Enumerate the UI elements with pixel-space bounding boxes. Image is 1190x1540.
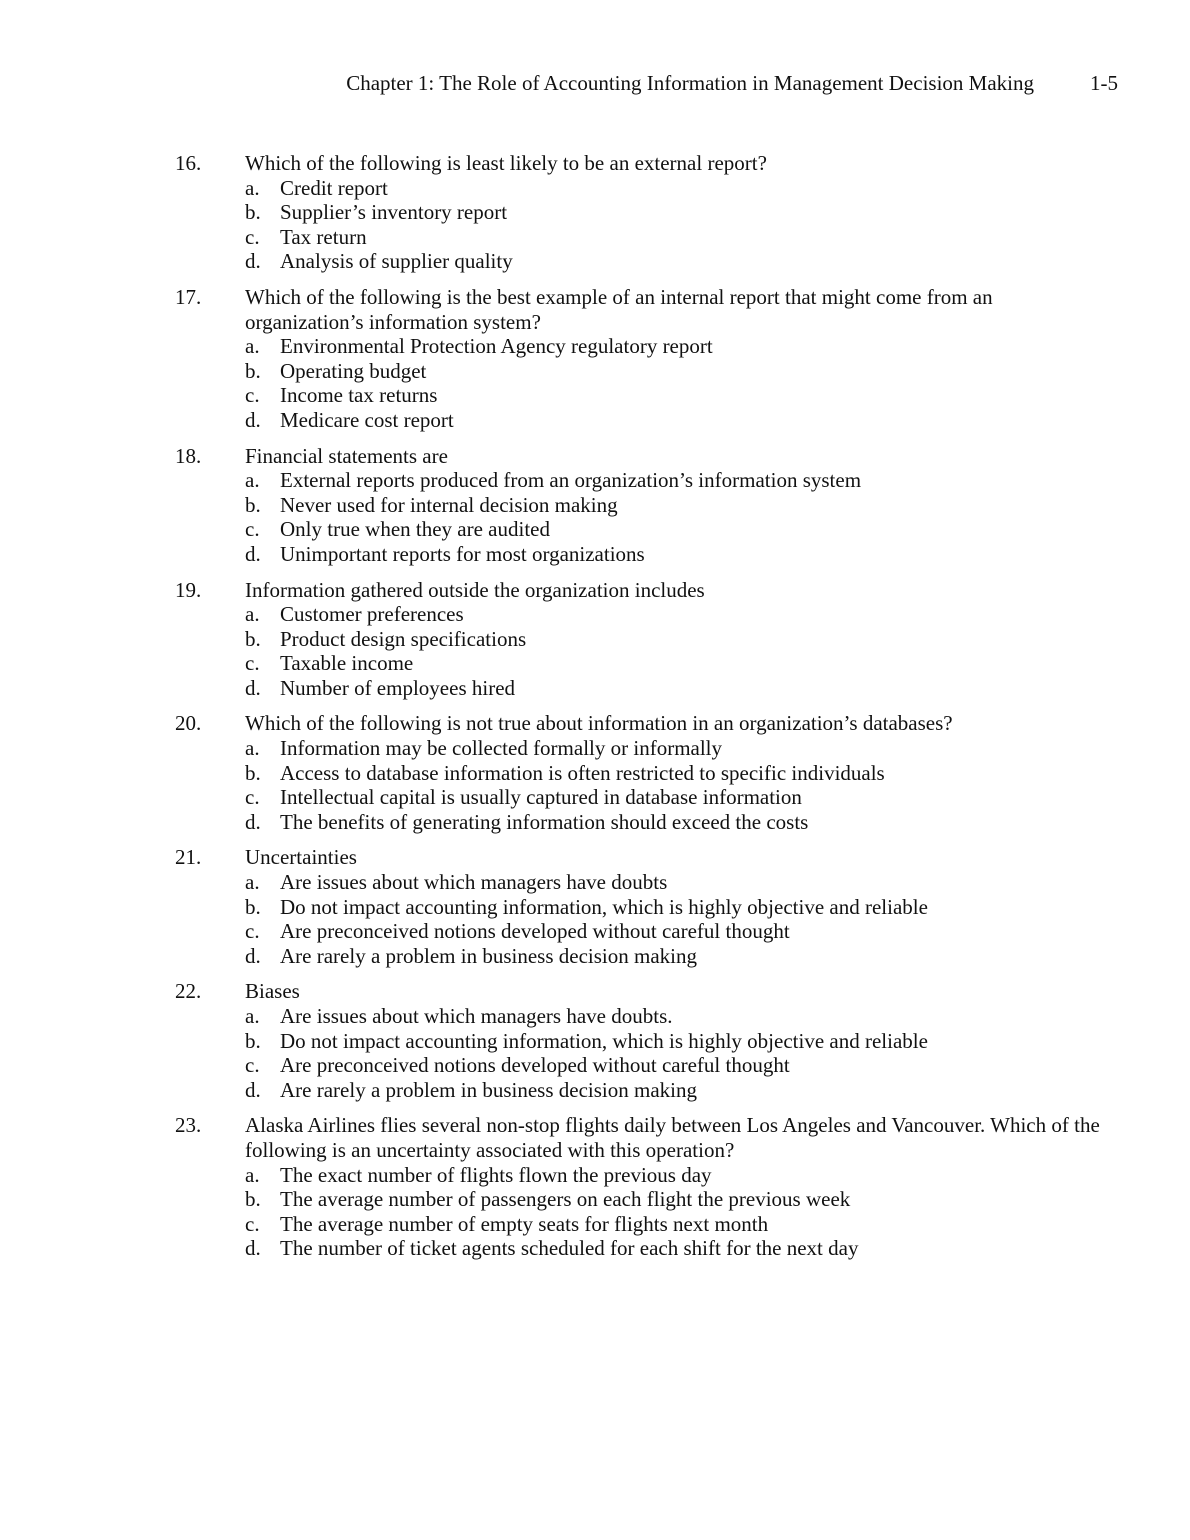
choice-letter: c. [245,517,260,542]
question-19 [0,578,1190,701]
choice-text: The number of ticket agents scheduled for each shift for the next day [280,1236,859,1261]
answer-choices [0,1163,1190,1261]
question-20 [0,711,1190,834]
choice-letter: a. [245,870,260,895]
answer-choice [0,1187,1190,1212]
answer-choice [0,1053,1190,1078]
choice-text: Do not impact accounting information, which is highly objective and reliable [280,894,928,919]
answer-choice [0,383,1190,408]
choice-text: Environmental Protection Agency regulatory report [280,334,713,359]
choice-text: Number of employees hired [280,675,516,700]
choice-letter: d. [245,675,261,700]
question-number: 23. [175,1113,202,1138]
choice-text: Are issues about which managers have doubts [280,870,668,895]
choice-letter: b. [245,760,261,785]
answer-choice [0,919,1190,944]
answer-choice [0,225,1190,250]
answer-choice [0,517,1190,542]
answer-choice [0,1004,1190,1029]
answer-choice [0,176,1190,201]
choice-letter: d. [245,407,261,432]
choice-text: Tax return [280,224,367,249]
question-17 [0,285,1190,433]
choice-letter: c. [245,224,260,249]
choice-letter: d. [245,541,261,566]
choice-letter: b. [245,894,261,919]
question-21 [0,845,1190,968]
answer-choice [0,944,1190,969]
question-22 [0,979,1190,1102]
answer-choice [0,1212,1190,1237]
answer-choice [0,785,1190,810]
question-number: 19. [175,577,202,602]
choice-text: Intellectual capital is usually captured in database information [280,785,802,810]
answer-choice [0,249,1190,274]
choice-text: Operating budget [280,358,427,383]
answer-choices [0,870,1190,968]
choice-letter: c. [245,919,260,944]
question-23 [0,1113,1190,1261]
answer-choice [0,895,1190,920]
question-number: 22. [175,979,202,1004]
question-text: Uncertainties [245,845,357,870]
choice-letter: c. [245,383,260,408]
choice-text: Taxable income [280,651,414,676]
choice-letter: a. [245,1004,260,1028]
answer-choice [0,408,1190,433]
choice-text: Credit report [280,175,388,200]
answer-choices [0,176,1190,274]
choice-letter: d. [245,943,261,968]
choice-letter: b. [245,200,261,225]
question-number: 17. [175,284,202,309]
choice-text: Supplier’s inventory report [280,200,508,225]
choice-letter: b. [245,358,261,383]
question-number: 21. [175,845,202,870]
answer-choice [0,761,1190,786]
choice-letter: a. [245,602,260,627]
answer-choice [0,493,1190,518]
answer-choices [0,1004,1190,1102]
question-text: Financial statements are [245,443,448,468]
answer-choice [0,200,1190,225]
choice-text: The benefits of generating information should exceed the costs [280,809,809,834]
answer-choice [0,1163,1190,1188]
choice-text: Are rarely a problem in business decision making [280,943,697,968]
answer-choice [0,870,1190,895]
answer-choice [0,810,1190,835]
question-number: 20. [175,711,202,736]
choice-text: Only true when they are audited [280,517,550,542]
choice-letter: d. [245,809,261,834]
choice-text: Product design specifications [280,626,527,651]
choice-letter: a. [245,468,260,493]
answer-choice [0,468,1190,493]
answer-choices [0,736,1190,834]
choice-letter: c. [245,651,260,676]
question-text: Which of the following is not true about information in an organization’s databases? [245,711,953,736]
answer-choice [0,651,1190,676]
answer-choice [0,676,1190,701]
choice-text: Are issues about which managers have doubts. [280,1004,673,1028]
question-16 [0,151,1190,274]
choice-letter: c. [245,1211,260,1236]
choice-letter: b. [245,1028,261,1053]
answer-choice [0,359,1190,384]
choice-text: Unimportant reports for most organizations [280,541,645,566]
choice-letter: c. [245,785,260,810]
answer-choice [0,1029,1190,1054]
question-list [0,151,1190,1272]
running-header [0,70,1118,96]
question-text: Alaska Airlines flies several non-stop flights daily between Los Angeles and Vancouver. Which of the following is an uncertainty associated with this operation? [245,1113,1100,1162]
choice-letter: b. [245,492,261,517]
choice-letter: c. [245,1053,260,1078]
choice-text: The average number of empty seats for flights next month [280,1211,769,1236]
answer-choice [0,627,1190,652]
question-text: Biases [245,979,300,1004]
choice-text: Access to database information is often restricted to specific individuals [280,760,885,785]
choice-text: Medicare cost report [280,407,454,432]
answer-choices [0,602,1190,700]
choice-letter: a. [245,334,260,359]
question-text: Which of the following is least likely to be an external report? [245,151,767,175]
choice-letter: b. [245,1187,261,1212]
choice-text: Do not impact accounting information, which is highly objective and reliable [280,1028,928,1053]
choice-letter: a. [245,1162,260,1187]
choice-letter: a. [245,175,260,200]
choice-text: The exact number of flights flown the previous day [280,1162,712,1187]
choice-text: Income tax returns [280,383,438,408]
choice-letter: a. [245,736,260,761]
choice-text: Analysis of supplier quality [280,249,513,274]
answer-choice [0,602,1190,627]
answer-choice [0,1236,1190,1261]
question-text: Which of the following is the best example of an internal report that might come from an organization’s information system? [245,284,993,334]
choice-text: Customer preferences [280,602,464,627]
choice-text: External reports produced from an organization’s information system [280,468,862,493]
choice-letter: d. [245,1077,261,1102]
answer-choice [0,542,1190,567]
choice-letter: d. [245,249,261,274]
question-text: Information gathered outside the organization includes [245,577,705,602]
choice-text: Are rarely a problem in business decision making [280,1077,697,1102]
question-number: 18. [175,443,202,468]
choice-letter: d. [245,1236,261,1261]
answer-choice [0,736,1190,761]
answer-choice [0,1078,1190,1103]
answer-choices [0,468,1190,566]
choice-text: Are preconceived notions developed without careful thought [280,919,790,944]
page-number: 1-5 [1090,71,1118,95]
choice-text: Never used for internal decision making [280,492,618,517]
question-18 [0,444,1190,567]
choice-text: The average number of passengers on each flight the previous week [280,1187,851,1212]
answer-choice [0,334,1190,359]
answer-choices [0,334,1190,432]
question-number: 16. [175,151,202,175]
choice-letter: b. [245,626,261,651]
chapter-title: Chapter 1: The Role of Accounting Information in Management Decision Making [346,71,1034,95]
choice-text: Are preconceived notions developed without careful thought [280,1053,790,1078]
choice-text: Information may be collected formally or informally [280,736,723,761]
